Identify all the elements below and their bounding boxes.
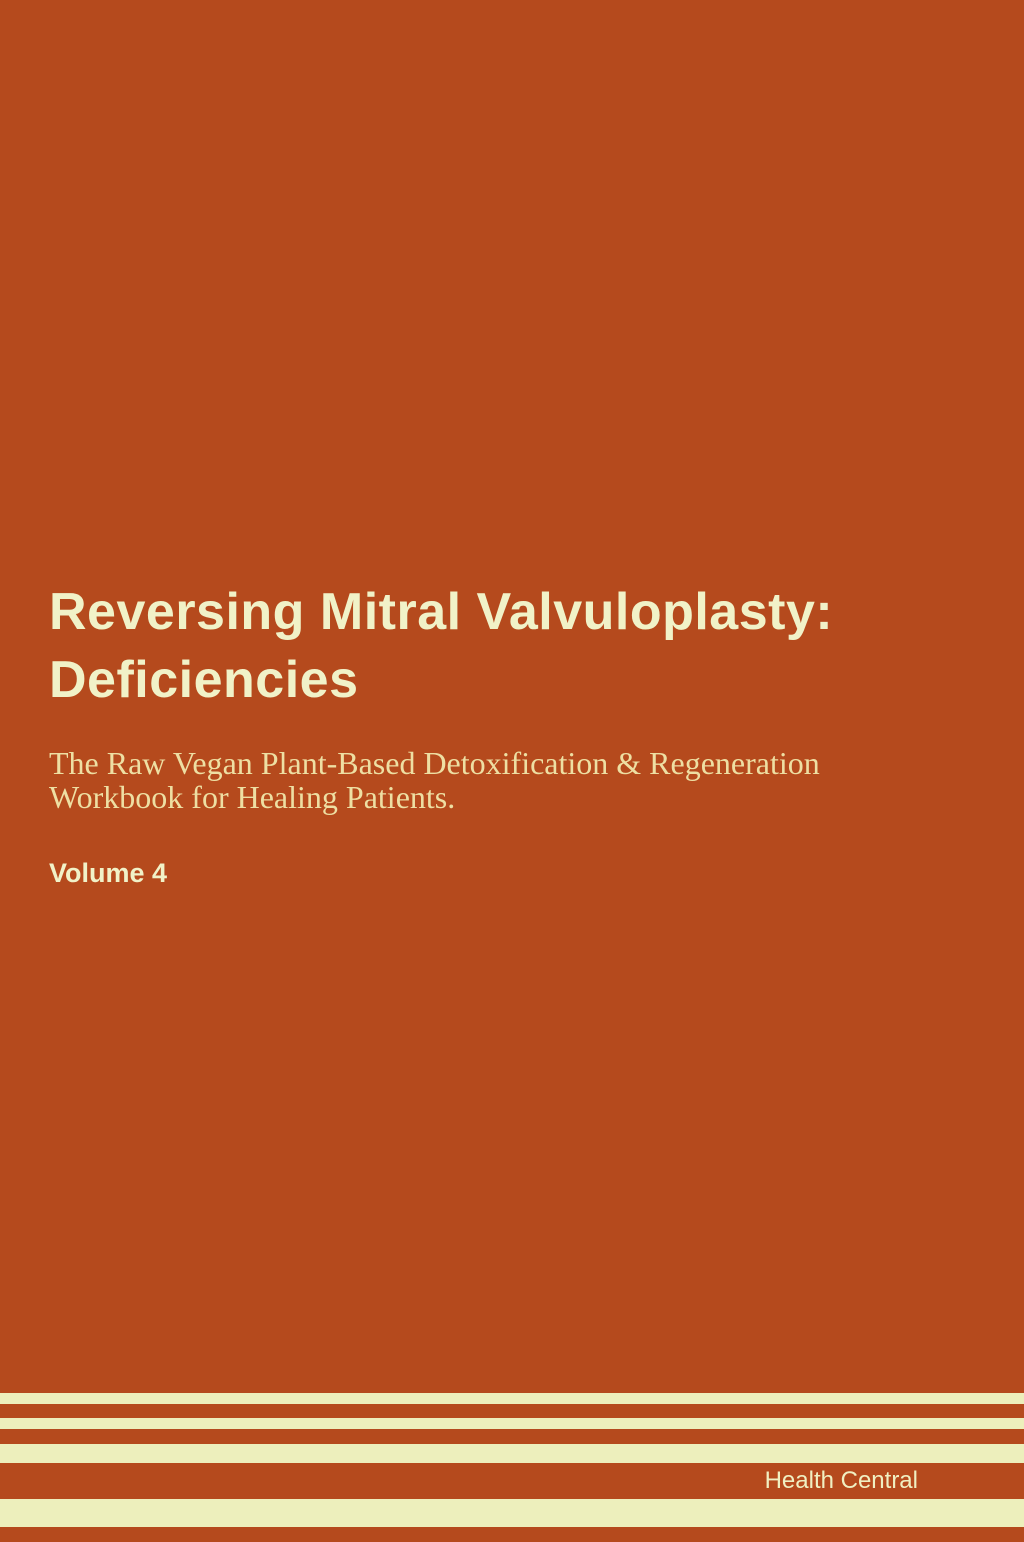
bottom-stripe-2	[0, 1418, 1024, 1429]
cover-text-block	[49, 578, 984, 888]
publisher-band	[0, 1463, 1024, 1499]
bottom-stripe-3	[0, 1444, 1024, 1463]
volume-label: Volume 4	[49, 858, 168, 888]
book-subtitle	[49, 746, 984, 814]
bottom-stripe-1	[0, 1393, 1024, 1404]
book-subtitle-line-1: The Raw Vegan Plant-Based Detoxification & Regeneration	[49, 745, 820, 781]
book-title-line-2: Deficiencies	[49, 651, 359, 709]
bottom-stripe-4	[0, 1499, 1024, 1527]
publisher-name: Health Central	[764, 1467, 918, 1494]
book-title	[49, 578, 984, 714]
book-title-line-1: Reversing Mitral Valvuloplasty:	[49, 583, 834, 641]
book-subtitle-line-2: Workbook for Healing Patients.	[49, 779, 456, 815]
